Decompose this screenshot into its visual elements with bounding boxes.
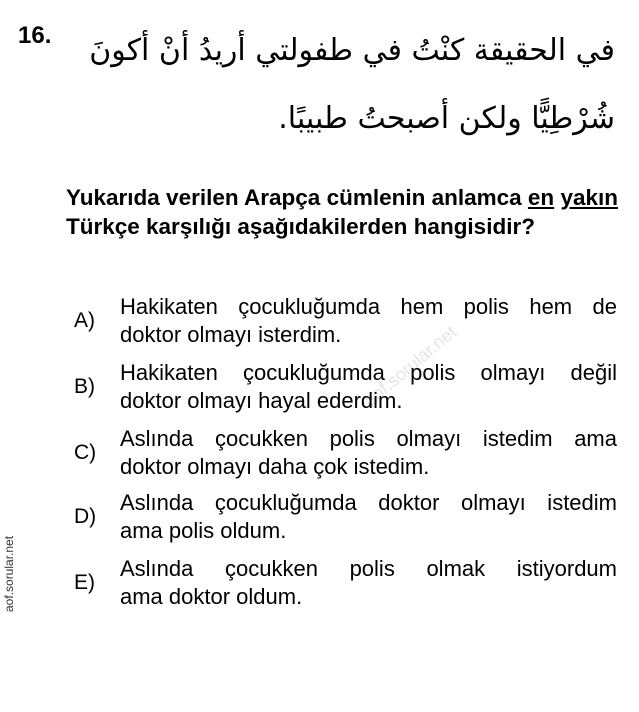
option-text-line-1: Hakikaten çocukluğumda hem polis hem de xyxy=(120,294,617,319)
option-a[interactable] xyxy=(0,292,639,356)
option-text-line-2: doktor olmayı hayal ederdim. xyxy=(120,388,403,413)
stem-text-part-2: Türkçe karşılığı aşağıdakilerden xyxy=(66,214,408,239)
arabic-sentence-line-1: في الحقيقة كنْتُ في طفولتي أريدُ أنْ أكونَ xyxy=(89,33,615,68)
option-text-line-2: doktor olmayı isterdim. xyxy=(120,322,342,347)
side-watermark-text: aof.sorular.net xyxy=(2,535,16,612)
option-c[interactable] xyxy=(0,424,639,488)
stem-underlined-yakin: yakın xyxy=(560,185,618,210)
option-d[interactable] xyxy=(0,488,639,552)
option-text-line-2: ama polis oldum. xyxy=(120,518,287,543)
option-text-line-1: Aslında çocukken polis olmayı istedim ama xyxy=(120,426,617,451)
option-letter: D) xyxy=(74,505,97,528)
option-text-line-1: Aslında çocukluğumda doktor olmayı istedim xyxy=(120,490,617,515)
option-letter: A) xyxy=(74,309,95,332)
option-letter: B) xyxy=(74,375,95,398)
stem-text-part-3: hangisidir? xyxy=(413,214,535,239)
side-watermark xyxy=(2,535,16,712)
option-text-line-2: doktor olmayı daha çok istedim. xyxy=(120,454,430,479)
stem-underlined-en: en xyxy=(527,185,555,210)
question-stem xyxy=(66,183,618,241)
option-letter: C) xyxy=(74,441,97,464)
option-text-line-2: ama doktor oldum. xyxy=(120,584,303,609)
arabic-sentence-line-2: شُرْطِيًّا ولكن أصبحتُ طبيبًا. xyxy=(278,101,615,136)
watermark: aof.sorular.net xyxy=(360,321,461,411)
option-text-line-1: Hakikaten çocukluğumda polis olmayı değil xyxy=(120,360,617,385)
option-e[interactable] xyxy=(0,554,639,618)
question-number: 16. xyxy=(18,22,52,49)
option-b[interactable] xyxy=(0,358,639,422)
option-letter: E) xyxy=(74,571,95,594)
option-text-line-1: Aslında çocukken polis olmak istiyordum xyxy=(120,556,617,581)
stem-text-part-1: Yukarıda verilen Arapça cümlenin anlamca xyxy=(66,185,522,210)
